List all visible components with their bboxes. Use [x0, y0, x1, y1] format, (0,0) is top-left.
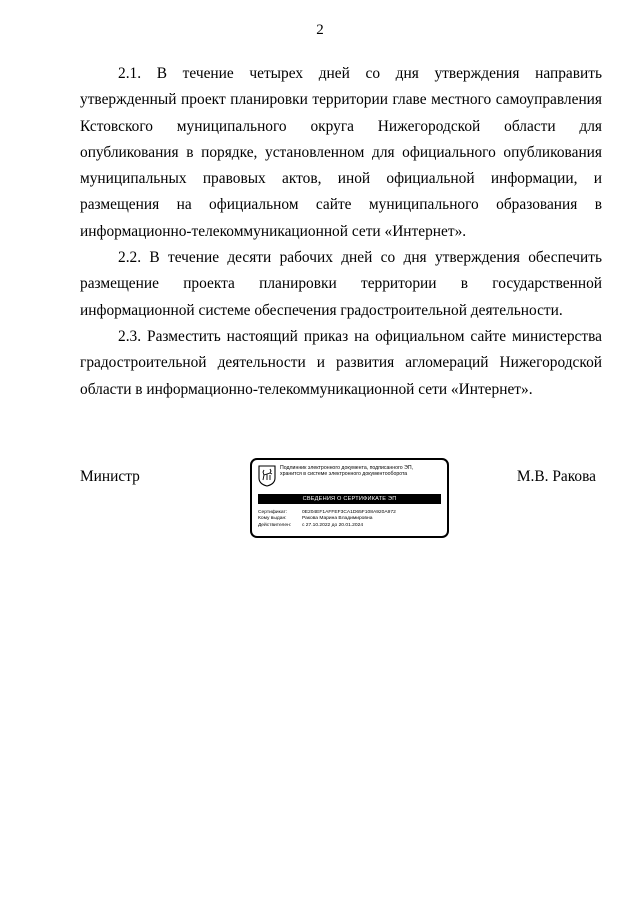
stamp-header-text — [280, 465, 446, 478]
stamp-header-line-1: Подлинник электронного документа, подписанного ЭП, — [280, 465, 414, 471]
stamp-validity-label: Действителен: — [258, 522, 292, 528]
page-number: 2 — [316, 22, 324, 38]
stamp-issued-to-label: Кому выдан: — [258, 516, 287, 522]
paragraph-2-3: 2.3. Разместить настоящий приказ на официальном сайте министерства градостроительной деятельности и развития агломераций Нижегородской области в информационно-телекоммуникационной сети «Интернет». — [80, 327, 602, 398]
document-body — [80, 61, 602, 403]
stamp-certificate-details — [258, 510, 444, 529]
paragraph-2-2: 2.2. В течение десяти рабочих дней со дня утверждения обеспечить размещение проекта планировки территории в государственной информационной системе обеспечения градостроительной деятельности. — [80, 249, 602, 319]
paragraph-2-1: 2.1. В течение четырех дней со дня утверждения направить утвержденный проект планировки территории главе местного самоуправления Кстовского муниципального округа Нижегородской области для опубликования в порядке, установленном для официального опубликования муниципальных правовых актов, иной официальной информации, и размещения на официальном сайте муниципального образования в информационно-телекоммуникационной сети «Интернет». — [80, 65, 602, 240]
deer-emblem-icon — [258, 465, 276, 487]
electronic-signature-stamp — [250, 458, 449, 538]
stamp-row-validity — [258, 523, 444, 529]
stamp-certificate-label: Сертификат: — [258, 510, 288, 515]
stamp-issued-to-value: Ракова Марина Владимировна — [302, 516, 373, 522]
stamp-certificate-title: СВЕДЕНИЯ О СЕРТИФИКАТЕ ЭП — [258, 494, 441, 504]
signer-name: М.В. Ракова — [516, 468, 596, 485]
stamp-validity-value: с 27.10.2022 до 20.01.2024 — [302, 522, 364, 528]
signature-block — [80, 458, 600, 548]
signer-role: Министр — [80, 468, 140, 485]
stamp-header-line-2: хранится в системе электронного документооборота — [280, 471, 408, 478]
stamp-certificate-value: 0E204EF1AFFEF3CA1D65F108A920A972 — [302, 510, 396, 515]
